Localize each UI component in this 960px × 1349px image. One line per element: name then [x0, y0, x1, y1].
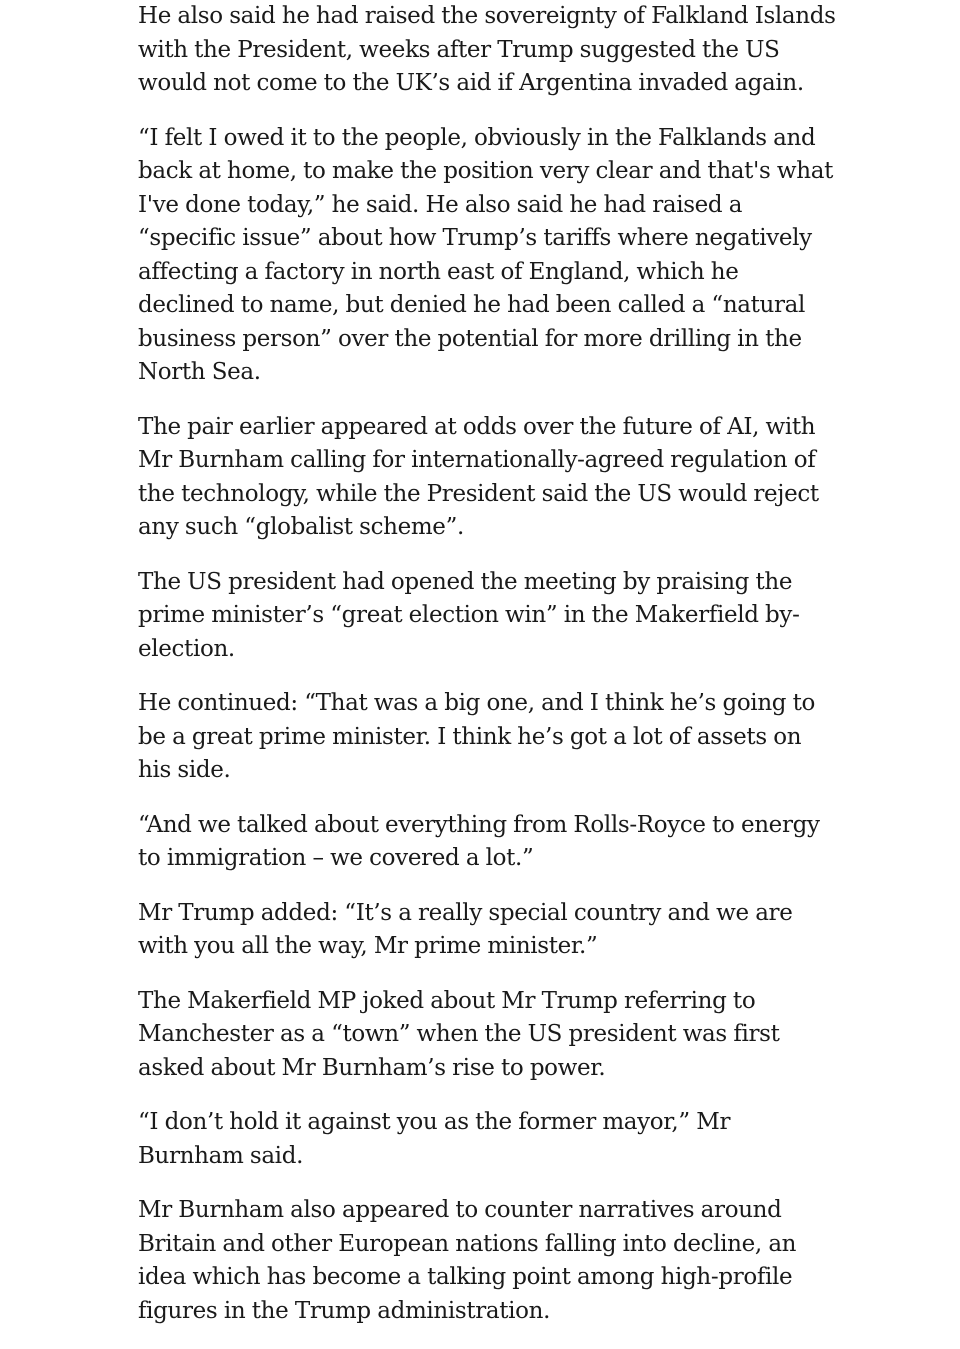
article-paragraph: The US president had opened the meeting by praising the prime minister’s “great election win” in the Makerfield by-election. — [138, 568, 800, 662]
article-body — [138, 0, 838, 1349]
article-paragraph: He continued: “That was a big one, and I think he’s going to be a great prime minister. I think he’s got a lot of assets on his side. — [138, 690, 816, 783]
article-paragraph: He also said he had raised the sovereignty of Falkland Islands with the President, weeks after Trump suggested the US would not come to the UK’s aid if Argentina invaded again. — [138, 3, 836, 96]
article-paragraph: “And we talked about everything from Rolls-Royce to energy to immigration – we covered a lot.” — [138, 811, 820, 871]
article-paragraph: The pair earlier appeared at odds over the future of AI, with Mr Burnham calling for internationally-agreed regulation of the technology, while the President said the US would reject any such “globalist scheme”. — [138, 413, 819, 540]
article-paragraph: The Makerfield MP joked about Mr Trump referring to Manchester as a “town” when the US president was first asked about Mr Burnham’s rise to power. — [138, 987, 780, 1081]
article-paragraph: Mr Burnham also appeared to counter narratives around Britain and other European nations falling into decline, an idea which has become a talking point among high-profile figures in the Trump administration. — [138, 1197, 797, 1324]
article-paragraph: “I felt I owed it to the people, obviously in the Falklands and back at home, to make the position very clear and that's what I've done today,” he said. He also said he had raised a “specific issue” about how Trump’s tariffs where negatively affecting a factory in north east of England, which he declined to name, but denied he had been called a “natural business person” over the potential for more drilling in the North Sea. — [138, 124, 833, 385]
article-paragraph: “I don’t hold it against you as the former mayor,” Mr Burnham said. — [138, 1109, 731, 1169]
article-paragraph: Mr Trump added: “It’s a really special country and we are with you all the way, Mr prime minister.” — [138, 899, 793, 959]
